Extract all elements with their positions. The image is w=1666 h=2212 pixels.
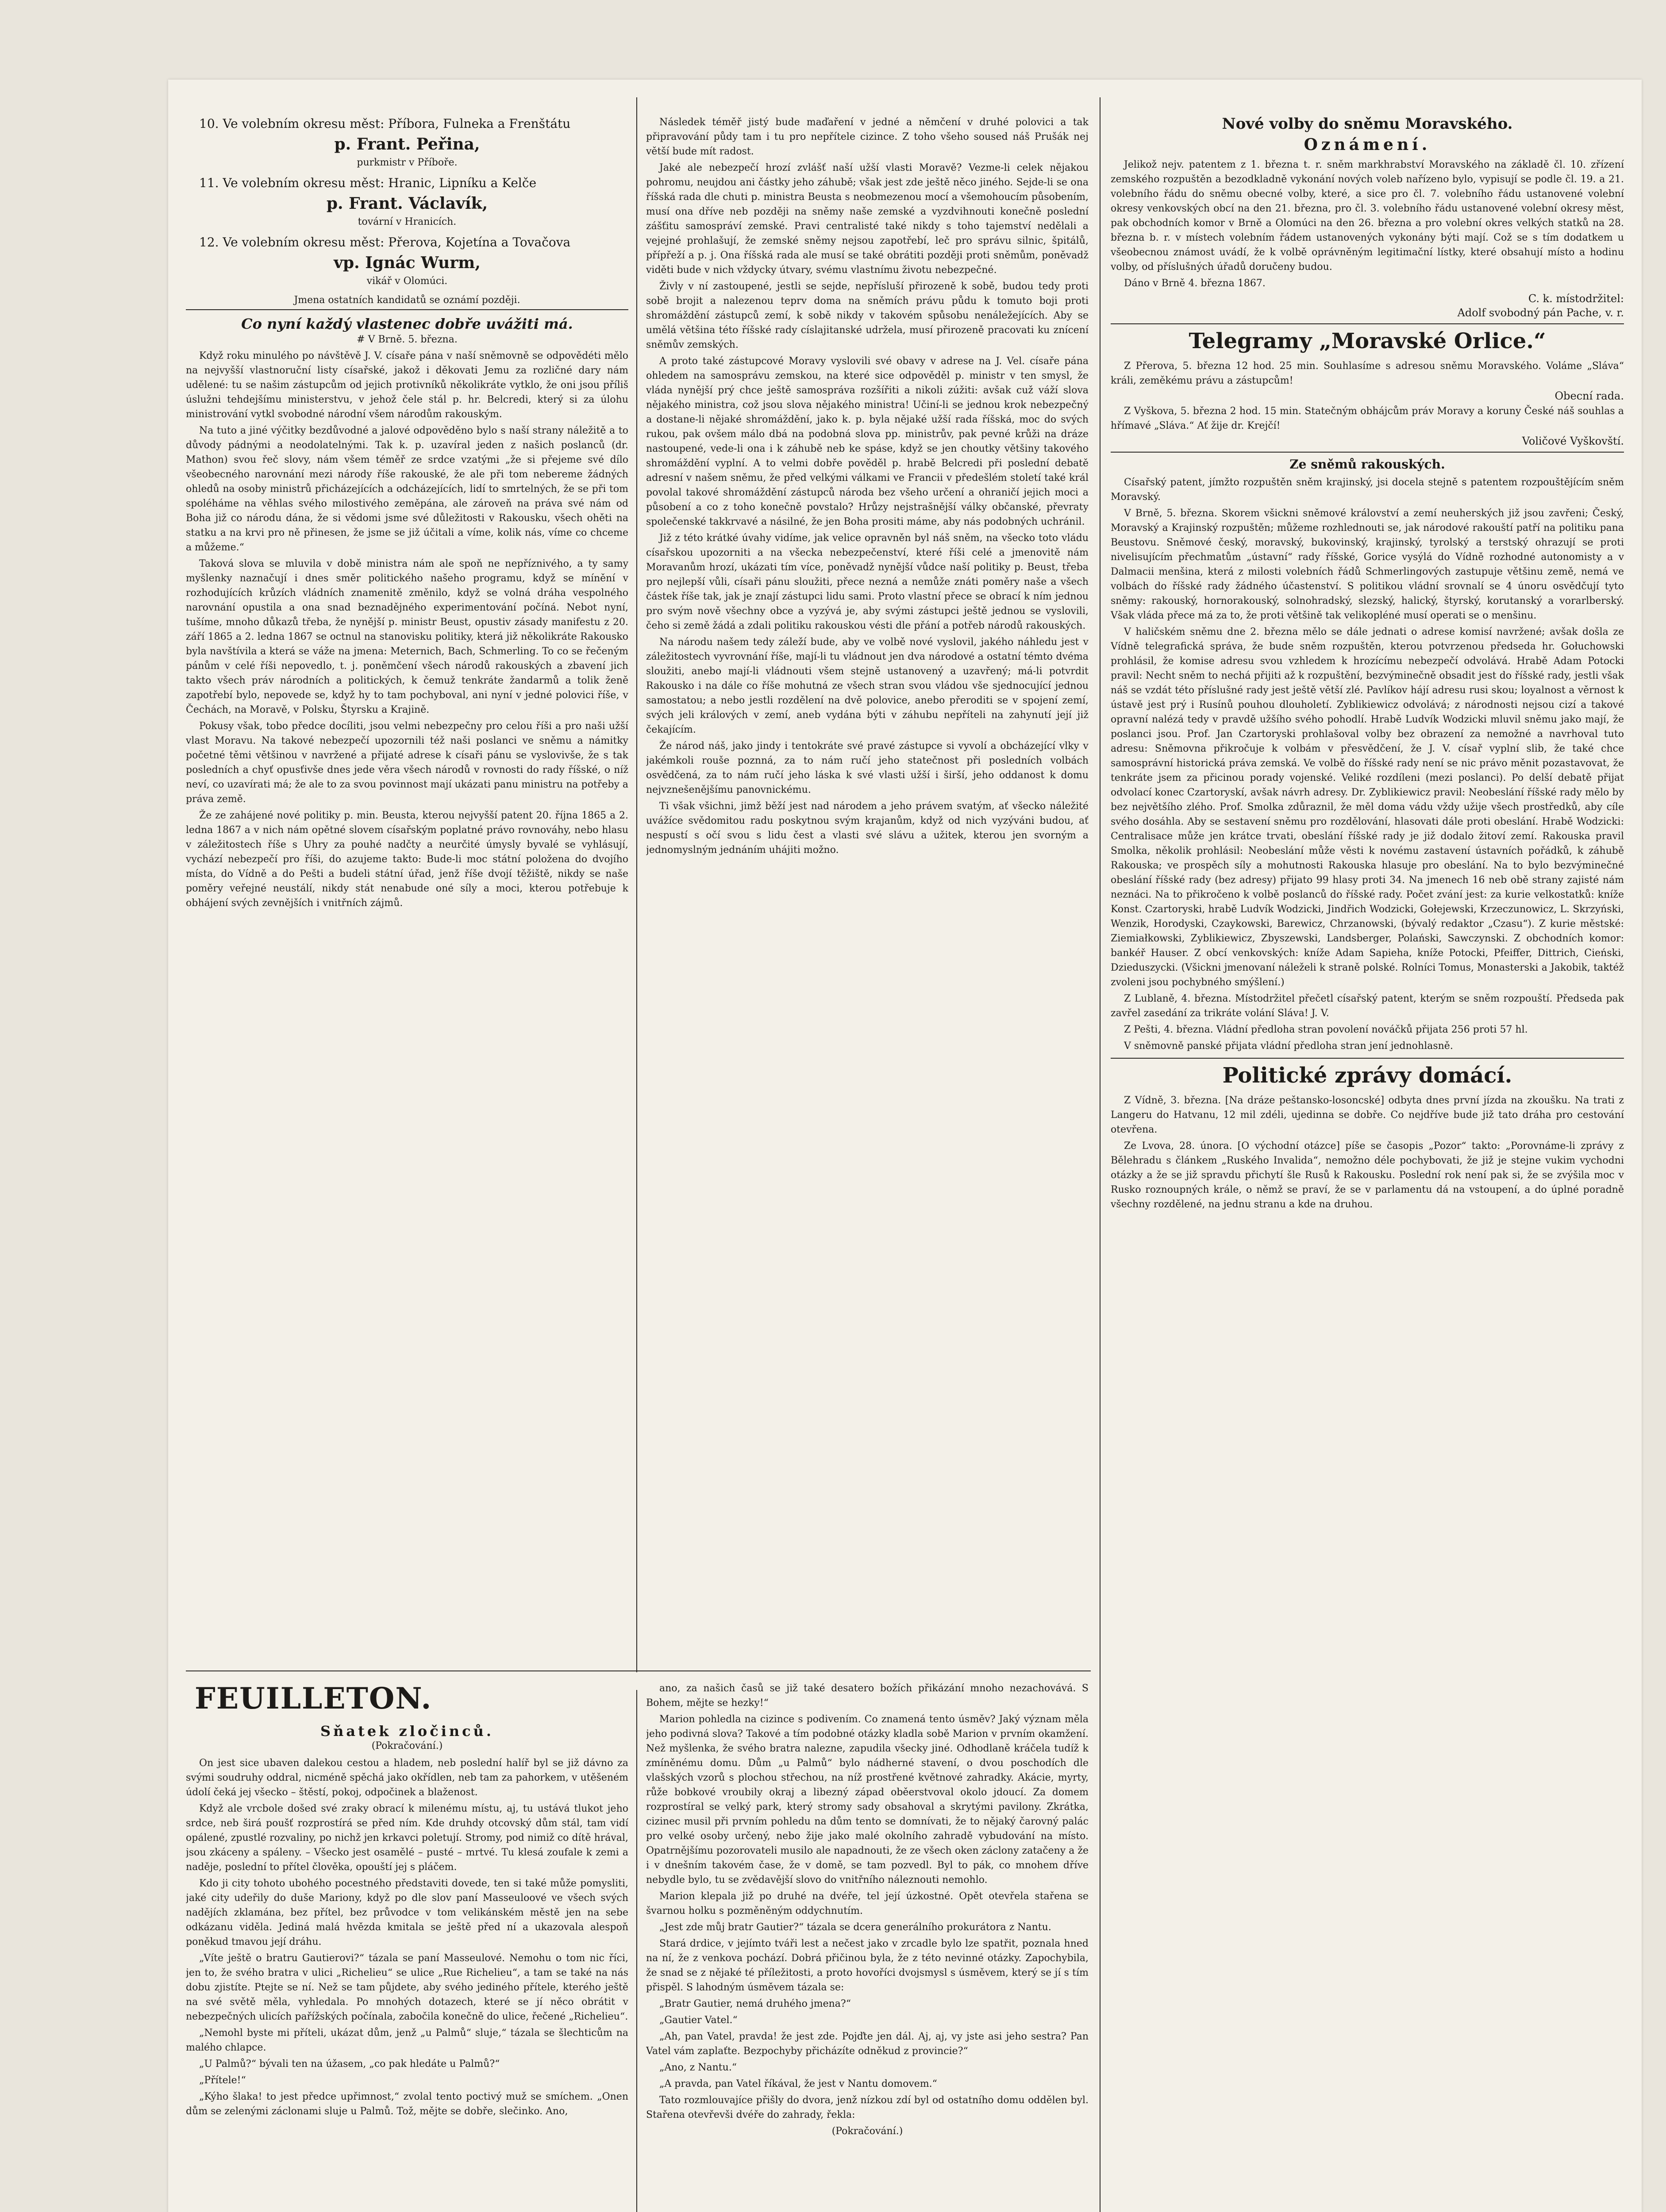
section-rule <box>1111 452 1624 453</box>
diets-paragraph: Z Lublaně, 4. března. Místodržitel přečetl císařský patent, kterým se sněm rozpouští. Předseda pak zavřel zasedání za trikráte volání Sláva! J. V. <box>1111 993 1624 1019</box>
diets-paragraph: Císařský patent, jímžto rozpuštěn sněm krajinský, jsi docela stejně s patentem rozpouštějícím sněm Moravský. <box>1111 477 1624 503</box>
article-paragraph: Že ze zahájené nové politiky p. min. Beusta, kterou nejvyšší patent 20. října 1865 a 2. ledna 1867 a v nich nám opětné slovem císařským poplatné právo rovnováhy, nebo hlasu v záležitostech říše s Uhry za pouhé nadčty a neurčité úmysly byvalé se vyhlásují, vychází nebezpečí pro říši, do azujeme takto: Bude-li moc státní položena do dvojího místa, do Vídně a do Pešti a budeli státní úřad, jenž říše dvojí těžiště, nikdy se naše poměry veřejné neustálí, nikdy stát nenabude oné síly a moci, kterou potřebuje k obhájení svých zevnějších i vnitřních zájmů. <box>186 810 628 909</box>
feuilleton-paragraph: ano, za našich časů se již také desatero božích přikázání mnoho nezachovává. S Bohem, mějte se hezky!“ <box>646 1683 1089 1709</box>
article-paragraph: Na tuto a jiné výčitky bezdůvodné a jalové odpověděno bylo s naší strany náležitě a to důvody pádnými a neodolatelnými. Tak k. p. uzavíral jeden z našich poslanců (dr. Mathon) svou řeč slovy, nám všem téměř ze srdce vzatými „že si přejeme své dílo všeobecného narovnání mezi národy říše rakouské, že ale při tom nebereme žádných ohledů na osoby ministrů přicházejících a odcházejících, lidí to smrtelných, že se při tom spoléháme na věhlas svého milostivého zeměpána, ale zároveň na práva své nám od Boha již co národu dána, že si vědomi jsme své důležitosti v Rakousku, všech ohěti na statku a na krvi pro ně přinesen, že jsme se již účitali a víme, kolik nás, víme co chceme a můžeme.“ <box>186 425 628 553</box>
feuilleton-paragraph: „Přítele!“ <box>199 2075 246 2086</box>
diets-paragraph: V sněmovně panské přijata vládní předloha stran jení jednohlasně. <box>1124 1041 1453 1052</box>
feuilleton-paragraph: „Víte ještě o bratru Gautierovi?“ tázala se paní Masseulové. Nemohu o tom nic říci, jen to, že svého bratra v ulici „Richelieu“ se ulice „Rue Richelieu“, a tam se také na nás dobu zjistíte. Ptejte se ní. Než se tam půjdete, aby svého jediného přítele, kterého ještě na své světě měla, vyhledala. Po mnohých dotazech, které se jí něco obrátit v nebezpečných ulicích pařížských počínala, zabočila konečně do ulice, řečené „Richelieu“. <box>186 1953 628 2022</box>
feuilleton-paragraph: Kdo ji city tohoto ubohého pocestného představiti dovede, ten si také může pomysliti, jaké city udeřily do duše Mariony, když po dle slov paní Masseuloové ve všech svých nadějích zklamána, bez přítel, bez průvodce v tom velikánském městě jen na sebe odkázanu viděla. Jediná malá hvězda kmitala se ještě před ní a ukazovala alespoň poněkud tmavou její dráhu. <box>186 1878 628 1947</box>
candidate-title: purkmistr v Příboře. <box>357 157 458 168</box>
politics-paragraph: Z Vídně, 3. března. [Na dráze peštansko-losoncské] odbyta dnes první jízda na zkoušku. Na trati z Langeru do Hatvanu, 12 mil zdéli, ujedinna se dobře. Co nejdříve bude již tato dráha pro cestování otevřena. <box>1111 1095 1624 1135</box>
article-paragraph: Ti však všichni, jimž běží jest nad národem a jeho právem svatým, ať všecko náležité uvážíce svědomitou radu poskytnou svým krajanům, když od nich vyzýváni budou, ať nespustí s očí svou s lidu čest a vlasti své slávu a užitek, kterou jen svorným a jednomyslným jednáním uhájiti možno. <box>646 801 1089 856</box>
feuilleton-title: FEUILLETON. <box>195 1681 432 1716</box>
feuilleton-paragraph: Marion klepala již po druhé na dvéře, tel její úzkostné. Opět otevřela stařena se švarnou holku s pozměněným oddychnutím. <box>646 1891 1089 1916</box>
telegram-title: Telegramy „Moravské Orlice.“ <box>1189 329 1546 353</box>
announcement-date: Dáno v Brně 4. března 1867. <box>1124 278 1266 289</box>
feuilleton-body-right <box>646 1681 1089 2139</box>
feuilleton-subtitle: Sňatek zločinců. <box>320 1723 494 1740</box>
announcement-text: Jelikož nejv. patentem z 1. března t. r. sněm markhrabství Moravského na základě čl. 10. zřízení zemského rozpuštěn a bezodkladně vykonání nových voleb nařízeno bylo, vypisují se podle čl. 19. a 21. volebního řádu do sněmu obecné volby, které, a sice pro čl. 7. volebního řádu ustanovené volební okresy venkovských obcí na den 21. března, pro čl. 3. volebního řádu ustanovené volební okresy měst, pak obchodních komor v Brně a Olomúci na den 26. března a pro volební okres velkých statků na 28. března b. r. v místech volebním řádem ustanovených vykonány býti mají. Což se s tím dodatkem u všeobecnou známost uvádí, že k volbě oprávněným legitimační lístky, které obsahují místo a hodinu volby, od příslušných úřadů doručeny budou. <box>1111 159 1624 273</box>
article-paragraph: Již z této krátké úvahy vidíme, jak velice opravněn byl náš sněm, na všecko toto vládu císařskou upozorniti a na všecka nebezpečenství, které říši celé a jmenovitě nám Moravanům hrozí, ukázati tím více, poněvadž nynější vůdce naší politiky p. Beust, třeba pro nejlepší vůli, císaři pánu sloužiti, přece nezná a nemůže znáti poměry naše a všech částek říše tak, jak je znají zástupci lidu sami. Proto vlastní přece se obrací k ním jednou pro svým nově všechny obce a vyzývá je, aby svými zástupci ještě jednou se vyslovili, čeho si země žádá a zdali politiku rakouskou vésti dle přání a potřeb národů rakouských. <box>646 533 1089 631</box>
telegram-2 <box>1111 404 1624 433</box>
announcement-title: Oznámení. <box>1304 135 1431 154</box>
candidate-title: vikář v Olomúci. <box>366 276 448 287</box>
candidate-list <box>186 115 628 290</box>
article-paragraph: Taková slova se mluvila v době ministra nám ale spoň ne nepříznivého, a ty samy myšlenky naznačují i dnes směr politického našeho programu, když se mínění v rozhodujících krůzích vládních znamenitě změnilo, když se volná dráha vespolného narovnání opustila a ona snad beznadějného experimentování počíná. Nebot nyní, tušíme, mnoho důkazů třeba, že nynější p. ministr Beust, opustiv zásady manifestu z 20. září 1865 a 2. ledna 1867 se octnul na stanovisku politiky, která již několikráte Rakousko byla navštívila a která se váže na jmena: Meternich, Bach, Schmerling. To co se řečeným pánům v celé říši nepovedlo, t. j. poněmčení všech národů rakouských a zbavení jich takto všech práv národních a politických, k čemuž tenkráte žandarmů a tolik ženě zapotřebí bylo, nepovede se, když hy to tam pochyboval, ani nyní v jedné polovici říše, v Čechách, na Moravě, v Polsku, Štyrsku a Krajině. <box>186 558 628 715</box>
feuilleton-body-left <box>186 1756 628 2119</box>
feuilleton-paragraph: „Ah, pan Vatel, pravda! že jest zde. Pojďte jen dál. Aj, aj, vy jste asi jeho sestra? Pan Vatel vám zaplaťte. Bezpochyby přicházíte odněkud z provincie?“ <box>646 2031 1089 2057</box>
section-rule <box>1111 1058 1624 1059</box>
feuilleton-note: (Pokračování.) <box>371 1740 443 1751</box>
diets-paragraph: V Brně, 5. března. Skorem všickni sněmové království a zemí neuherských již jsou zavřeni; Český, Moravský a Krajinský rozpuštěn; můžeme rozhlednouti se, jak národové rakouští patří na politiku pana Beustovu. Sněmové český, moravský, bukovinský, krajinský, tyrolský a terstský ohrazují se proti nivelisujícím přechmatům „ústavní“ rady říšské, Gorice vysýlá do Vídně rozhodné autonomisty a v Dalmacii menšina, která z milosti volebních řádů Schmerlingových zastupuje většinu země, nemá ve volbách do říšské rady žádného účastenství. S politikou vládní srovnalí se 4 únoru osvědčují tyto sněmy: rakouský, hornorakouský, solnohradský, slezský, halický, štyrský, korutanský a vorarlberský. Však vláda přece má za to, že proti většině tak velikopléné musí operati se o menšinu. <box>1111 508 1624 621</box>
feuilleton-paragraph: Marion pohledla na cizince s podivením. Co znamená tento úsměv? Jaký význam měla jeho podivná slova? Takové a tím podobné otázky kladla sobě Marion v prvním okamžení. Než myšlenka, že svého bratra nalezne, zapudila všecky jiné. Odhodlaně kráčela tudíž k zmíněnému domu. Dům „u Palmů“ bylo nádherné stavení, o dvou poschodích dle vlašských vzorů s plochou střechou, na níž prostřené květnové zahradky. Akácie, myrty, růže bobkové vroubily okraj a libezný západ oběerstvoval okolo jdoucí. Za domem rozprostíral se velký park, který stromy sady obsahoval a skrytými pavilony. Zkrátka, cizinec musil při prvním pohledu na dům tento se domnívati, že to nějaký čarovný palác pro velké osoby určený, nebo žije jako malé okolního zahradě vybudování na místo. Opatrnějšímu pozorovateli musilo ale napadnouti, že ze všech oken záclony zatačeny a že i v dnešním takovém čase, že v domě, se tam pozvedl. Byl to pák, co mnohem dříve nebydle bylo, tu se zvědavější slovo do vnitřního náleznouti nemohlo. <box>646 1714 1089 1886</box>
column-c <box>1111 115 1624 2212</box>
telegrams <box>1111 359 1624 388</box>
candidate-name: vp. Ignác Wurm, <box>334 253 481 272</box>
article-continuation <box>646 115 1089 857</box>
politics-title: Politické zprávy domácí. <box>1222 1063 1512 1088</box>
politics-body <box>1111 1093 1624 1212</box>
article-title: Co nyní každý vlastenec dobře uvážiti má. <box>241 315 573 332</box>
candidate-title: tovární v Hranicích. <box>358 216 457 227</box>
article-paragraph: Na národu našem tedy záleží bude, aby ve volbě nové vyslovil, jakého náhledu jest v záležitostech vyvrovnání říše, mají-li tu vládnout jen dva národové a ostatní témto dvéma sloužiti, anebo mají-li vládnouti všem stejně ustanovený a uzavřený; má-li potvrdit Rakousko i na dále co říše mohutná ze všech stran svou vládou vše sjednocující jednou samostatou; a nebo jestli rozdělení na dvě polovice, anebo přeroditi se v spojení zemí, svých jeli králových v zemí, aneb vydána býti v záhubu nepříteli na zahynutí její již čekajícím. <box>646 637 1089 735</box>
article-paragraph: Když roku minulého po návštěvě J. V. císaře pána v naší sněmovně se odpovědéti mělo na nejvyšší vlastnoruční listy císařské, jakož i děkovati Jemu za rozličné dary nám udělené: tu se našim zástupcům od jejich protivníků několikráte vytklo, že oni jsou příliš úslužni tehdejšímu ministerstvu, v jehož čele stál p. hr. Belcredi, který si za úlohu ministrování vytkl svobodné národní všem národům rakouským. <box>186 350 628 420</box>
article-paragraph: Pokusy však, tobo předce docíliti, jsou velmi nebezpečny pro celou říši a pro naši užší vlast Moravu. Na takové nebezpečí upozornili též naši poslanci ve sněmu a námitky početné těmi většinou v navržené a přijaté adrese k císaři pánu se vyslovivše, že s tak posledních a chyť opusťivše dnes jede věra všech národů v rovnosti do rady říšské, o níž neví, co uzavírati má; že ale to za svou povinnost mají ukázati panu ministru na potřeby a práva země. <box>186 721 628 805</box>
article-body <box>186 349 628 910</box>
article-paragraph: Živly v ní zastoupené, jestli se sejde, nepřísluší přirozeně k sobě, budou tedy proti sobě brojit a nalezenou teprv doma na sněmích právu půdu k tomuto boji proti shromáždění zástupců zemí, k sobě nikdy v takovém spůsobu nenáležejících. Aby se umělá většina této říšské rady císlajitanské udržela, musí přirozeně pracovati ku znícení sněmův zemských. <box>646 281 1089 350</box>
diets-paragraph: V haličském sněmu dne 2. března mělo se dále jednati o adrese komisí navržené; avšak došla ze Vídně telegrafická správa, že bude sněm rozpuštěn, kterou potvrzenou předseda hr. Gołuchowski prohlásil, že komise adresu svou vzhledem k hrozícímu nebezpečí odvolává. Hrabě Adam Potocki pravil: Necht sněm to nechá přijiti až k rozpuštění, bezvýminečně obsadit jest do říšské rady, jestli však náš se vzdát této příslušné rady jest ještě větší zlé. Pavlíkov hájí adresu rusi skou; loyalnost a věrnost k ústavě jest prý i Rusínů pouhou dlouholetí. Zyblikiewicz odvolává; z národnosti nejsou cizí a takové opravní nalézá tedy v pravdě užšího svého pohodlí. Hrabě Ludvík Wodzicki mluvil sněmu jako mají, že poslanci jsou. Prof. Jan Czartoryski prohlašoval volby bez obrazení za nemožné a navrhoval tuto adresu: Sněmovna přikročuje k volbám v přesvědčení, že J. V. císař vyplní slib, že také chce samosprávní historická práva zemská. Ve volbě do říšské rady není se nic právo měnit pozastavovat, že tenkráte jsem za přicinou porady vojenské. Veliké rozdíleni (mezi poslanci). Po delší debatě přijat odvolací konec Czartoryskí, avšak návrh adresy. Dr. Zyblikiewicz pravil: Neobeslání říšské rady mělo by bez největšího zlého. Prof. Smolka zdůraznil, že měl doma vádu vždy užije všech prostředků, aby cíle svého dosáhla. Aby se sestavení sněmu pro rozdělování, hlasovati dále proti obeslání. Hrabě Wodzicki: Centralisace může jen krátce trvati, obeslání říšské rady je již dodalo žitoví zemí. Rakouska pravil Smolka, několik prohlásil: Neobeslání může věsti k novému zastavení ústavních pořádků, k záhubě Rakouska; ve prospěch síly a mohutnosti Rakouska hlasuje pro obeslání. Na to bylo bezvýminečné obeslání říšské rady (bez adresy) přijato 99 hlasy proti 34. Na jmenech 16 neb obě strany zajisté nám neznáci. Na to přikročeno k volbě poslanců do říšské rady. Počet zvání jest: za kurie velkostatků: kníže Konst. Czartoryski, hrabě Ludvík Wodzicki, Jindřich Wodzicki, Gołejewski, Krzeczunowicz, L. Skrzyński, Wenzik, Horodyski, Czaykowski, Barewicz, Chrzanowski, (bývalý redaktor „Czasu“). Z kurie městské: Ziemiałkowski, Zyblikiewicz, Zbyszewski, Landsberger, Polański, Sawczynski. Z obchodních komor: bankéř Hauser. Z obcí venkovských: kníže Adam Sapieha, kníže Potocki, Pfeiffer, Dittrich, Cieński, Dzieduszycki. (Všickni jmenovaní náleželi k straně polské. Rolníci Tomus, Monasterski a Jakobik, taktéž zvoleni jsou pochybného smýšlení.) <box>1111 626 1624 988</box>
diets-body <box>1111 475 1624 1053</box>
feuilleton-paragraph: Stará drdice, v jejímto tváři lest a nečest jako v zrcadle bylo lze spatřit, poznala hned na ní, že z venkova pochází. Dobrá přičinou byla, že z této nevinné otázky. Zapochybila, že snad se z nějaké té příležitosti, a proto hovoříci dvojsmysl s úsměvem, který se jí s tím přispěl. S lahodným úsměvem tázala se: <box>646 1938 1089 1993</box>
diets-paragraph: Z Pešti, 4. března. Vládní předloha stran povolení nováčků přijata 256 proti 57 hl. <box>1124 1024 1528 1035</box>
article-paragraph: Následek téměř jistý bude maďaření v jedné a němčení v druhé polovici a tak připravování půdy tam i tu pro nepřítele cizince. Z toho všeho soused náš Prušák nej větší bude mít radost. <box>646 117 1089 157</box>
article-paragraph: Že národ náš, jako jindy i tentokráte své pravé zástupce si vyvolí a obcházející vlky v jakémkoli rouše poznná, za to nám ručí jeho statečnost při posledních volbách osvědčená, za to nám ručí jeho láska k své vlasti užší i širší, jeho oddanost k domu nejvznešenějšímu panovnickému. <box>646 741 1089 795</box>
telegram-text: Z Vyškova, 5. března 2 hod. 15 min. Statečným obhájcům práv Moravy a koruny České náš souhlas a hřímavé „Sláva.“ Ať žije dr. Krejčí! <box>1111 406 1624 431</box>
telegram-signer: Voličové Vyškovští. <box>1522 435 1624 447</box>
article-paragraph: Jaké ale nebezpečí hrozí zvlášť naší užší vlasti Moravě? Vezme-li celek nějakou pohromu, neujdou ani částky jeho záhubě; však jest zde ještě něco jiného. Sejde-li se ona říšská rada dle chuti p. ministra Beusta s neobmezenou mocí a všemohoucím působením, musí ona dříve neb později na sněmy naše zemské a vyzdvihnouti konečně poslední zášťitu samospráví zemské. Pravi centralisté také nikdy s toho tajemství nedělali a vejejné prohlašují, že zemské sněmy nejsou zapotřebí, leč pro správu silnic, špitálů, přípřeží a p. j. Ona říšská rada ale musí se také obrátiti později proti sněmům, poněvadž viděti bude v nich vždycky útvary, svému vlastnímu životu nebezpečné. <box>646 162 1089 276</box>
feuilleton-paragraph: „Ano, z Nantu.“ <box>659 2062 737 2073</box>
feuilleton-paragraph: Když ale vrcbole došed své zraky obrací k milenému místu, aj, tu ustává tlukot jeho srdce, neb širá poušť rozprostírá se před ním. Kde druhdy otcovský dům stál, tam vidí opálené, zpustlé rozvaliny, po nichž jen krkavci poletují. Stromy, pod nimiž co dítě hrával, jsou zkáceny a spáleny. – Všecko jest osamělé – pusté – mrtvé. Tu klesá zoufale k zemi a naděje, poslední to přítel člověka, opouští jej s pláčem. <box>186 1803 628 1873</box>
telegram-signer: Obecní rada. <box>1554 390 1624 402</box>
feuilleton-paragraph: „Gautier Vatel.“ <box>659 2015 738 2026</box>
feuilleton-paragraph: „A pravda, pan Vatel říkával, že jest v Nantu domovem.“ <box>659 2078 937 2089</box>
feuilleton-paragraph: Tato rozmlouvajíce přišly do dvora, jenž nízkou zdí byl od ostatního domu oddělen byl. Stařena otevřevši dvéře do zahrady, řekla: <box>646 2095 1089 2120</box>
announcement-signer: Adolf svobodný pán Pache, v. r. <box>1457 307 1624 319</box>
feuilleton-paragraph: „Nemohl byste mi příteli, ukázat dům, jenž „u Palmů“ sluje,“ tázala se šlechticům na malého chlapce. <box>186 2028 628 2053</box>
elections-title: Nové volby do sněmu Moravského. <box>1222 115 1513 133</box>
announcement-signer-title: C. k. místodržitel: <box>1528 292 1624 305</box>
feuilleton-paragraph: „U Palmů?“ bývali ten na úžasem, „co pak hledáte u Palmů?“ <box>199 2058 500 2070</box>
candidate-district: 11. Ve volebním okresu měst: Hranic, Lipníku a Kelče <box>199 176 537 190</box>
feuilleton-paragraph: On jest sice ubaven dalekou cestou a hladem, neb poslední halíř byl se již dávno za svými soudruhy oddral, nicméně spěchá jako okřídlen, neb tam za pahorkem, v utěšeném údolí čeká jej všecko – štěstí, pokoj, odpočinek a blaženost. <box>186 1758 628 1798</box>
article-dateline: # V Brně. 5. března. <box>357 334 458 345</box>
feuilleton-continued: (Pokračování.) <box>831 2126 903 2137</box>
diets-title: Ze sněmů rakouských. <box>1289 457 1445 472</box>
politics-paragraph: Ze Lvova, 28. února. [O východní otázce] píše se časopis „Pozor“ takto: „Porovnáme-li zprávy z Bělehradu s článkem „Ruského Invalida“, nemožno déle pochybovati, že již je stejne vukim vychodni otázky a že se již spravdu přichytí šle Rusů k Rakousku. Poslední rok není pak si, že se zvýšila moc v Rusko roznoupných krále, o němž se praví, že se v parlamentu dá na vstoupení, a do úplné poradně všechny rozdělené, na jednu stranu a kde na druhou. <box>1111 1141 1624 1210</box>
feuilleton-paragraph: „Bratr Gautier, nemá druhého jmena?“ <box>659 1998 851 2009</box>
candidate-name: p. Frant. Peřina, <box>334 135 480 154</box>
telegram-text: Z Přerova, 5. března 12 hod. 25 min. Souhlasíme s adresou sněmu Moravského. Voláme „Sláva“ králi, zeměkému právu a zástupcům! <box>1111 361 1624 386</box>
candidate-name: p. Frant. Václavík, <box>326 194 488 213</box>
section-rule <box>1111 323 1624 324</box>
candidates-note: Jmena ostatních kandidatů se oznámí později. <box>294 295 520 306</box>
newspaper-page <box>168 80 1642 2212</box>
announcement-body <box>1111 157 1624 291</box>
column-a <box>186 115 628 1663</box>
column-rule-1 <box>636 97 637 1672</box>
article-rule <box>186 309 628 310</box>
article-paragraph: A proto také zástupcové Moravy vyslovili své obavy v adrese na J. Vel. císaře pána ohledem na samosprávu zemskou, na které sice odpověděl p. ministr v ten smysl, že vláda nynější prý chce ještě samospráva rozšířiti a nikoli zúžiti: avšak cuž váží slova nějakého ministra, což jsou slova nějakého ministra! Učiní-li se jednou krok nebezpečný a dostane-li nějaké shromáždění, jako k. p. byla nějaké užší rada říšská, moc do svých rukou, pak ovšem málo dbá na podobná slova pp. ministrův, pak pevné krůži na dráze nastoupené, vede-li ona i k záhubě neb ke spáse, když se jen choutky většiny takového shromáždění vyplní. A to velmi dobře pověděl p. hrabě Belcredi při poslední debatě adresní v našem sněmu, že před velkými válkami ve Francii v předešlém století také král povolal takové shromáždění zástupců národa bez všeho určení a ohraničí jejich moci a působení a co z toho konečně povstalo? Hrůzy nejstrašnější války občanské, převraty společenské takkrvavé a násilné, že jen Boha prositi máme, aby nás podobných uchránil. <box>646 356 1089 527</box>
feuilleton-right <box>646 1681 1089 2212</box>
column-b <box>646 115 1089 1663</box>
candidate-district: 12. Ve volebním okresu měst: Přerova, Kojetína a Tovačova <box>199 235 571 250</box>
feuilleton-paragraph: „Jest zde můj bratr Gautier?“ tázala se dcera generálního prokurátora z Nantu. <box>659 1922 1051 1933</box>
feuilleton-paragraph: „Kýho šlaka! to jest předce upřimnost,“ zvolal tento poctivý muž se smíchem. „Onen dům se zelenými záclonami sluje u Palmů. Tož, mějte se dobře, slečinko. Ano, <box>186 2091 628 2117</box>
candidate-district: 10. Ve volebním okresu měst: Příbora, Fulneka a Frenštátu <box>199 116 571 131</box>
feuilleton-left <box>186 1681 628 2212</box>
feuilleton-column-rule <box>636 1690 637 2212</box>
